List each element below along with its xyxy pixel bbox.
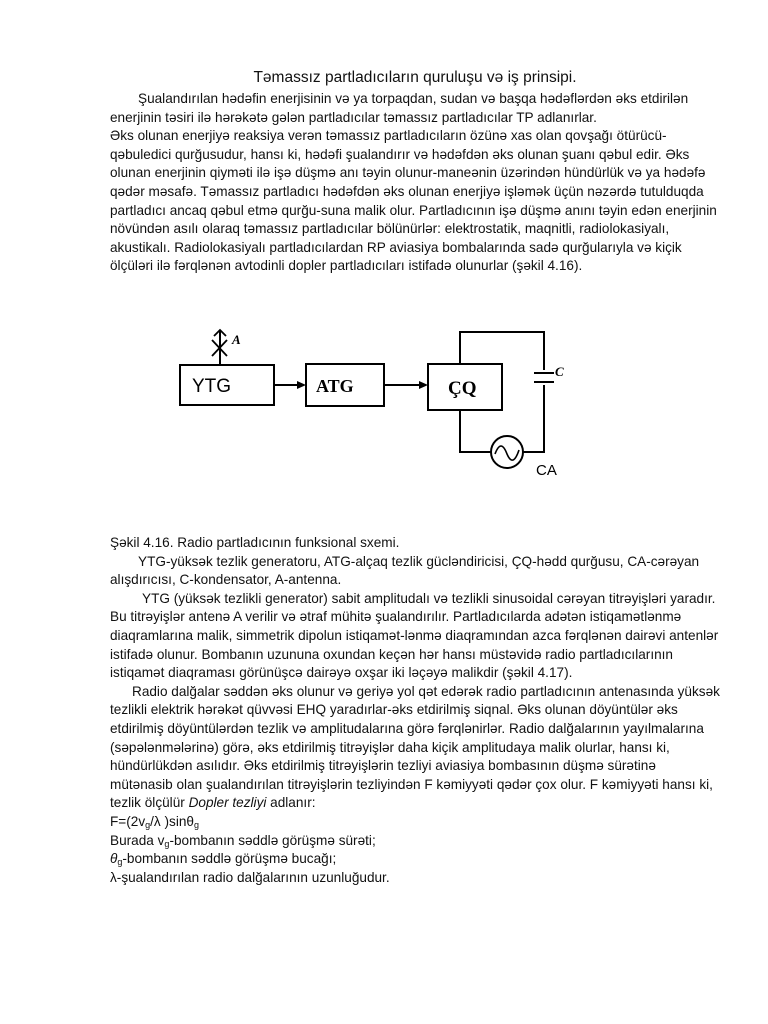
definition-angle: $\theta_g$-bombanın səddlə görüşmə bucağı; [110, 851, 337, 868]
figure-caption: Şəkil 4.16. Radio partladıcının funksional sxemi. [110, 535, 400, 550]
paragraph-1: Şualandırılan hədəfin enerjisinin və ya torpaqdan, sudan və başqa hədəflərdən əks etdirilən enerjinin təsiri ilə hərəkətə gələn partladıcılar təmassız partladıcılar TP adlanırlar. [110, 91, 689, 125]
text-top [110, 68, 720, 276]
definition-wavelength: λ-şualandırılan radio dalğalarının uzunluğudur. [110, 869, 390, 885]
functional-diagram [110, 328, 630, 488]
atg-label: ATG [316, 376, 354, 396]
page-title: Təmassız partladıcıların quruluşu və iş prinsipi. [253, 69, 577, 86]
paragraph-4: Radio dalğalar səddən əks olunur və geriyə yol qət edərək radio partladıcının antenasında yüksək tezlikli elektrik hərəkət qüvvəsi EHQ yaradırlar-əks etdirilmiş siqnal. Əks olunan döyüntülər əks etdirilmiş döyüntülərdən tezlik və amplitudalarına görə fərqlənirlər. Radio dalğalarının yayılmalarına (səpələnmələrinə) görə, əks etdirilmiş titrəyişlər daha kiçik amplitudaya malik olurlar, hansı ki, hündürlükdən asılıdır. Əks etdirilmiş titrəyişlərin tezliyi aviasiya bombasının düşmə sürətinə mütənasib olan şualandırılan titrəyişlərin tezliyindən F kəmiyyəti qədər çox olur. F kəmiyyəti hansı ki, tezlik ölçülür Dopler tezliyi adlanır: [110, 683, 720, 811]
text-bottom [110, 534, 720, 887]
paragraph-2: Əks olunan enerjiyə reaksiya verən təmassız partladıcıların özünə xas olan qovşağı ötürücü-qəbuledici qurğusudur, hansı ki, hədəfi şualandırır və hədəfdən əks olunan şuanı qəbul edir. Əks olunan enerjinin qiyməti ilə işə düşmə anı təyin olunur-maneənin üzərindən hündürlük və ya hədəfə qədər məsafə. Təmassız partladıcı hədəfdən əks olunan enerjiyə işləmək üçün nəzərdə tutulduqda partladıcı ancaq qəbul etmə qurğu-suna malik olur. Partladıcının işə düşmə anını təyin edən enerjinin növündən asılı olaraq təmassız partladıcılar bölünürlər: elektrostatik, maqnitli, radiolokasiyalı, akustikalı. Radiolokasiyalı partladıcılardan RP aviasiya bombalarında sadə qurğularıyla və kiçik ölçüləri ilə fərqlənən avtodinli dopler partladıcıları istifadə olunurlar (şəkil 4.16). [110, 128, 717, 274]
ytg-label: YTG [192, 376, 232, 397]
formula: $F=(2v_g/\lambda$ )sinθ$_g$ [110, 813, 199, 830]
figure-legend: YTG-yüksək tezlik generatoru, ATG-alçaq tezlik gücləndiricisi, ÇQ-hədd qurğusu, CA-cərəyan alışdırıcısı, C-kondensator, A-antenna. [110, 553, 700, 588]
ammeter-label: CA [536, 462, 557, 479]
dopler-term: Dopler tezliyi [188, 795, 267, 811]
definition-velocity: Burada $v_g$-bombanın səddlə görüşmə sürəti; [110, 832, 376, 849]
antenna-label: A [232, 332, 241, 347]
cq-label: ÇQ [448, 378, 477, 399]
paragraph-3: YTG (yüksək tezlikli generator) sabit amplitudalı və tezlikli sinusoidal cərəyan titrəyişləri yaradır. Bu titrəyişlər antenə A verilir və ətraf mühitə şualandırılır. Partladıcılarda adətən istiqamətlənmə diaqramlarına malik, simmetrik dipolun istiqamət-lənmə diaqramından azca fərqlənən dairəvi antenlər istifadə olunur. Bombanın uzununa oxundan keçən hər hansı müstəvidə radio partladıcılarının istiqamət diaqraması görünüşcə dairəyə oxşar iki ləçəyə malikdir (şəkil 4.17). [110, 590, 719, 681]
capacitor-label: C [555, 364, 564, 379]
